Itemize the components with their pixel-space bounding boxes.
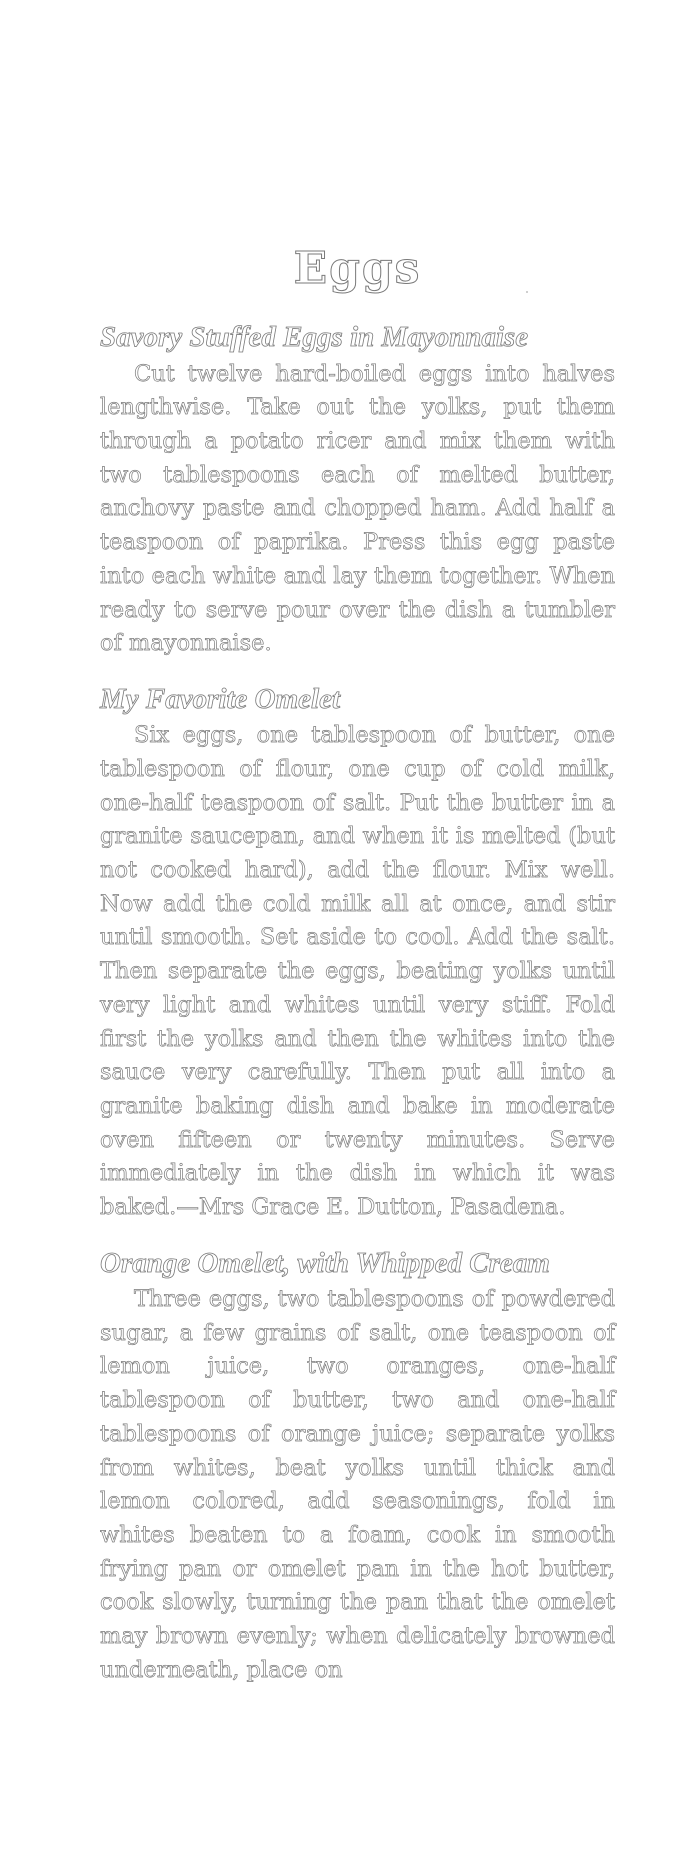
recipe-my-favorite-omelet	[100, 681, 615, 1225]
recipe-savory-stuffed-eggs	[100, 319, 615, 661]
page-title: Eggs	[293, 243, 422, 294]
cookbook-page	[100, 245, 615, 1707]
recipe-title: Savory Stuffed Eggs in Mayonnaise	[100, 321, 529, 354]
recipe-text: Three eggs, two tablespoons of powdered sugar, a few grains of salt, one teaspoon of lemon juice, two oranges, one-half tablespoon of butter, two and one-half tablespoons of orange juice; separate yolks from whites, beat yolks until thick and lemon colored, add seasonings, fold in whites beaten to a foam, cook in smooth frying pan or omelet pan in the hot butter, cook slowly, turning the pan that the omelet may brown evenly; when delicately browned underneath, place on	[100, 1286, 615, 1683]
recipe-text: Six eggs, one tablespoon of butter, one tablespoon of flour, one cup of cold milk, one-half teaspoon of salt. Put the butter in a granite saucepan, and when it is melted (but not cooked hard), add the flour. Mix well. Now add the cold milk all at once, and stir until smooth. Set aside to cool. Add the salt. Then separate the eggs, beating yolks until very light and whites until very stiff. Fold first the yolks and then the whites into the sauce very carefully. Then put all into a granite baking dish and bake in moderate oven fifteen or twenty minutes. Serve immediately in the dish in which it was baked.—Mrs Grace E. Dutton, Pasadena.	[100, 722, 615, 1221]
recipe-title: Orange Omelet, with Whipped Cream	[100, 1246, 550, 1279]
recipe-text: Cut twelve hard-boiled eggs into halves lengthwise. Take out the yolks, put them through a potato ricer and mix them with two tablespoons each of melted butter, anchovy paste and chopped ham. Add half a teaspoon of paprika. Press this egg paste into each white and lay them together. When ready to serve pour over the dish a tumbler of mayonnaise.	[100, 360, 615, 657]
recipe-orange-omelet	[100, 1245, 615, 1688]
recipe-title: My Favorite Omelet	[100, 682, 341, 715]
